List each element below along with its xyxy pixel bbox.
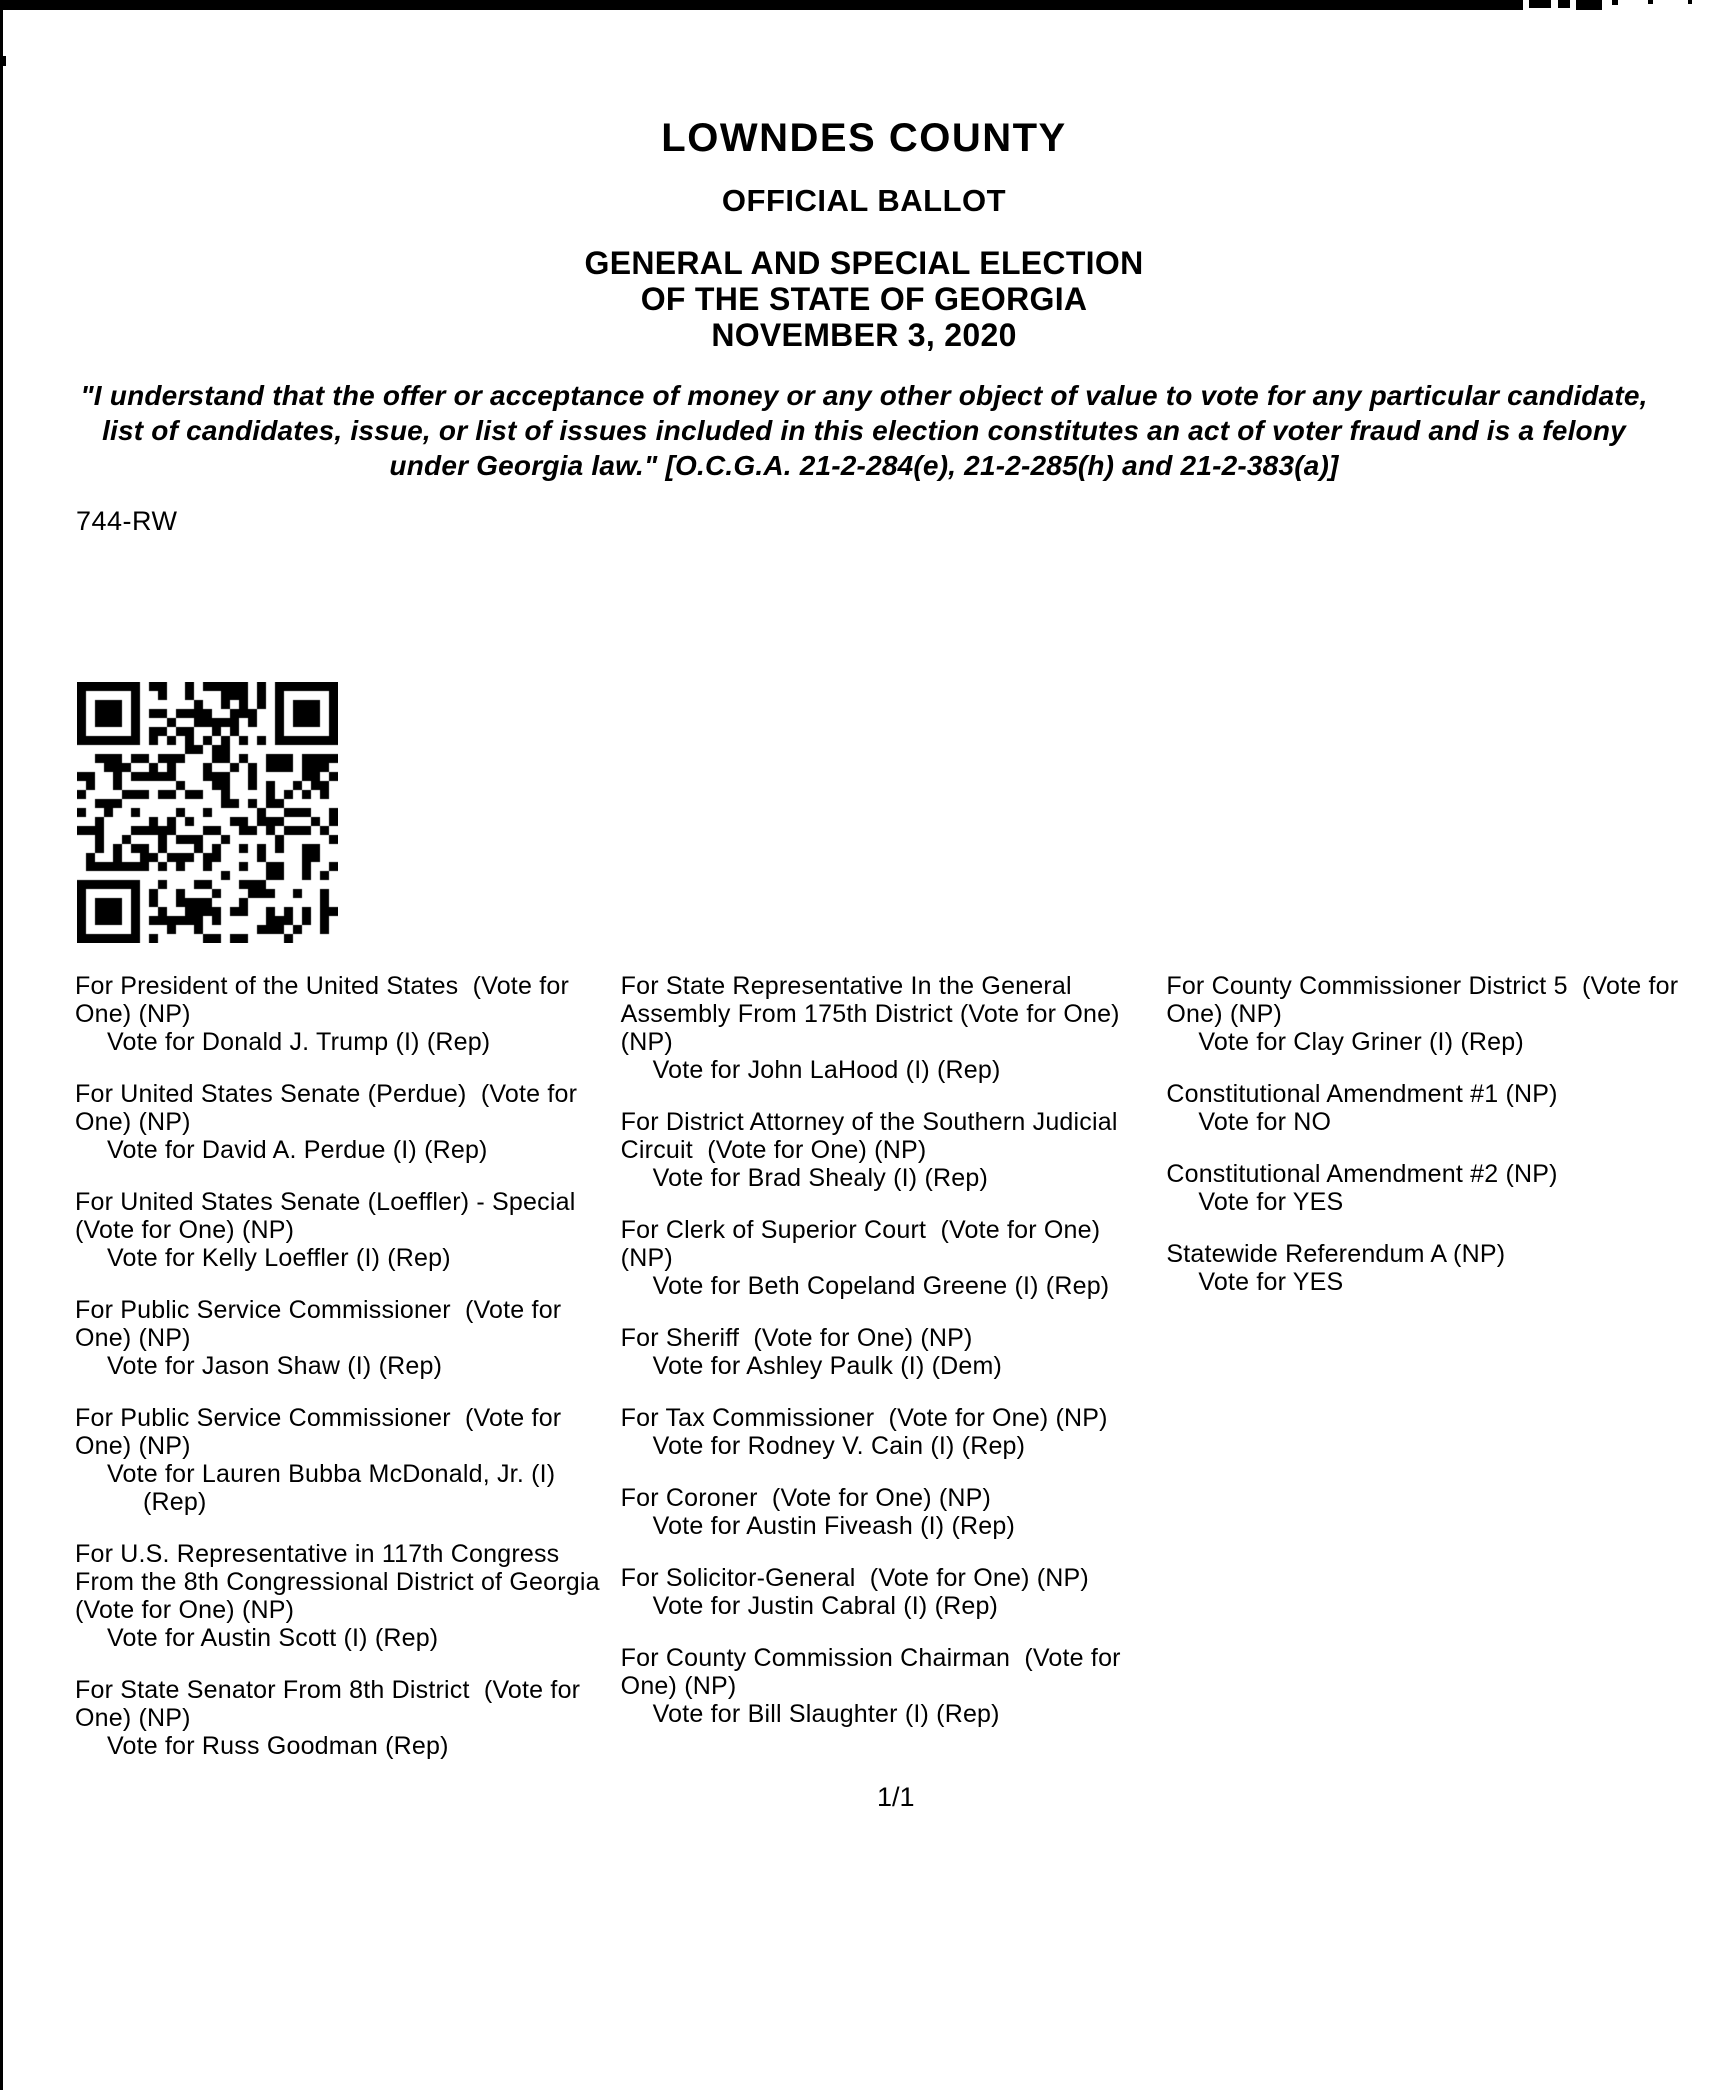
contest-block [75,972,614,1056]
fraud-disclaimer-line: list of candidates, issue, or list of issues included in this election constitutes an act of voter fraud and is a felony [102,415,1626,446]
scan-artifact-dash [1612,0,1618,5]
contest-block [621,1484,1160,1540]
contest-title: For County Commissioner District 5 (Vote for One) (NP) [1166,972,1686,1028]
contest-vote-line: Vote for Clay Griner (I) (Rep) [1198,1028,1524,1056]
ballot-column-1 [75,972,614,1784]
contest-vote-line: Vote for YES [1198,1268,1344,1296]
contest-vote-line: Vote for Beth Copeland Greene (I) (Rep) [652,1272,1110,1300]
contest-title: For State Representative In the General Assembly From 175th District (Vote for One) (NP) [620,972,1127,1056]
scan-artifact-left-tick [0,56,6,66]
contest-block [621,1216,1160,1300]
scan-artifact-top-bar [0,0,1523,10]
contest-title: For U.S. Representative in 117th Congress From the 8th Congressional District of Georgia (Vote for One) (NP) [75,1540,607,1624]
contest-vote-line: Vote for Rodney V. Cain (I) (Rep) [652,1432,1026,1460]
contest-block [621,1564,1160,1620]
contest-block [75,1404,614,1516]
ballot-column-3 [1166,972,1705,1784]
official-ballot-title: OFFICIAL BALLOT [721,183,1007,218]
contest-block [75,1540,614,1652]
scan-artifact-dash [1558,0,1570,8]
contest-block [621,972,1160,1084]
contest-block [75,1676,614,1760]
contest-vote-line: Vote for Brad Shealy (I) (Rep) [652,1164,988,1192]
fraud-disclaimer [44,378,1684,483]
contest-vote-line: Vote for Austin Scott (I) (Rep) [107,1624,439,1652]
contest-vote-line: Vote for Austin Fiveash (I) (Rep) [652,1512,1015,1540]
contest-block [75,1080,614,1164]
contest-title: Statewide Referendum A (NP) [1166,1240,1506,1268]
contest-vote-line: Vote for Donald J. Trump (I) (Rep) [107,1028,491,1056]
contest-vote-line: Vote for YES [1198,1188,1344,1216]
contest-title: For Public Service Commissioner (Vote for One) (NP) [75,1404,569,1460]
scan-artifact-dash [1576,0,1602,10]
scan-artifact-dash [1648,0,1653,4]
contest-block [75,1188,614,1272]
contest-title: For Solicitor-General (Vote for One) (NP) [620,1564,1089,1592]
contest-title: Constitutional Amendment #1 (NP) [1166,1080,1558,1108]
contest-vote-line: Vote for Lauren Bubba McDonald, Jr. (I) (Rep) [107,1460,563,1516]
contest-block [621,1108,1160,1192]
contest-block [1166,1240,1705,1296]
contest-title: For State Senator From 8th District (Vote for One) (NP) [75,1676,588,1732]
contest-block [621,1324,1160,1380]
contest-columns [75,972,1705,1784]
fraud-disclaimer-line: under Georgia law." [O.C.G.A. 21-2-284(e), 21-2-285(h) and 21-2-383(a)] [389,450,1339,481]
contest-vote-line: Vote for NO [1198,1108,1332,1136]
contest-block [621,1404,1160,1460]
scan-artifact-dash [1529,0,1551,8]
contest-block [621,1644,1160,1728]
contest-title: For United States Senate (Loeffler) - Special (Vote for One) (NP) [75,1188,590,1244]
county-title: LOWNDES COUNTY [661,116,1067,160]
contest-title: For Coroner (Vote for One) (NP) [620,1484,992,1512]
fraud-disclaimer-line: "I understand that the offer or acceptance of money or any other object of value to vote for any particular candidate, [80,380,1648,411]
contest-vote-line: Vote for Jason Shaw (I) (Rep) [107,1352,443,1380]
qr-code [77,682,338,943]
contest-vote-line: Vote for Ashley Paulk (I) (Dem) [652,1352,1003,1380]
contest-vote-line: Vote for John LaHood (I) (Rep) [652,1056,1001,1084]
contest-vote-line: Vote for Russ Goodman (Rep) [107,1732,449,1760]
contest-block [1166,972,1705,1056]
contest-vote-line: Vote for Bill Slaughter (I) (Rep) [652,1700,1000,1728]
ballot-column-2 [621,972,1160,1784]
contest-title: Constitutional Amendment #2 (NP) [1166,1160,1558,1188]
contest-title: For County Commission Chairman (Vote for One) (NP) [620,1644,1128,1700]
election-date: NOVEMBER 3, 2020 [711,317,1017,353]
contest-block [75,1296,614,1380]
ballot-header [0,116,1728,353]
contest-title: For United States Senate (Perdue) (Vote for One) (NP) [75,1080,585,1136]
ballot-style-id: 744-RW [76,506,178,536]
election-name-line2: OF THE STATE OF GEORGIA [640,281,1088,317]
contest-vote-line: Vote for Justin Cabral (I) (Rep) [652,1592,999,1620]
contest-title: For President of the United States (Vote for One) (NP) [75,972,577,1028]
contest-title: For Public Service Commissioner (Vote for One) (NP) [75,1296,569,1352]
contest-title: For Clerk of Superior Court (Vote for One) (NP) [620,1216,1108,1272]
contest-block [1166,1160,1705,1216]
election-name-line1: GENERAL AND SPECIAL ELECTION [584,245,1144,281]
page-number: 1/1 [877,1782,915,1812]
contest-vote-line: Vote for Kelly Loeffler (I) (Rep) [107,1244,451,1272]
contest-title: For Sheriff (Vote for One) (NP) [620,1324,973,1352]
scan-artifact-dash [1688,0,1692,4]
contest-vote-line: Vote for David A. Perdue (I) (Rep) [107,1136,488,1164]
contest-block [1166,1080,1705,1136]
contest-title: For Tax Commissioner (Vote for One) (NP) [620,1404,1108,1432]
contest-title: For District Attorney of the Southern Judicial Circuit (Vote for One) (NP) [620,1108,1125,1164]
